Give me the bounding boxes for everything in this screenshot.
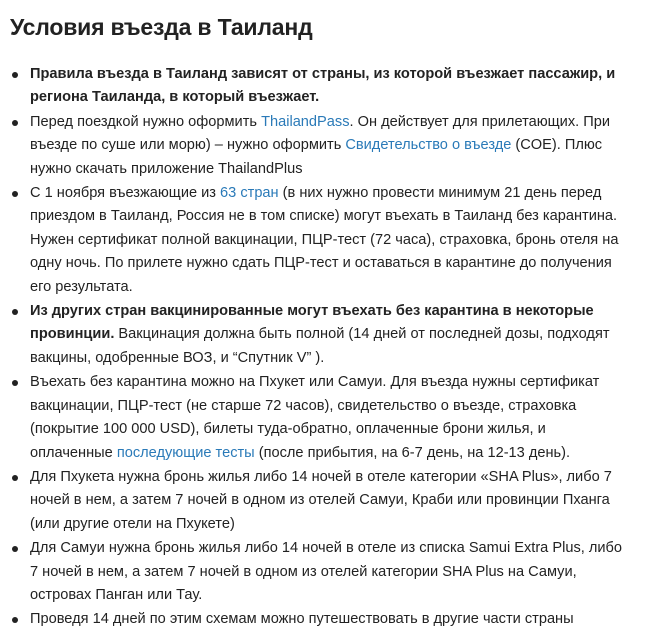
list-item: [10, 300, 631, 370]
text: Вакцинация должна быть полной (14 дней от последней дозы, подходят вакцины, одобренные ВОЗ, и “Спутник V” ).: [30, 326, 610, 366]
list-item: [10, 63, 631, 110]
entry-rules-list: [10, 63, 631, 632]
text: . Он действует для прилетающих. При въезде по суше или морю) – нужно оформить: [30, 113, 610, 154]
text: Проведя 14 дней по этим схемам можно путешествовать в другие части страны: [30, 611, 574, 628]
list-item: [10, 466, 631, 536]
text: Для Самуи нужна бронь жилья либо 14 ночей в отеле из списка Samui Extra Plus, либо 7 ночей в нем, а затем 7 ночей в одном из отелей категории SHA Plus на Самуи, островах Панган или Тау.: [30, 540, 622, 603]
countries-link[interactable]: 63 стран: [220, 185, 279, 202]
bold-text: Правила въезда в Таиланд зависят от страны, из которой въезжает пассажир, и региона Таиланда, в который въезжает.: [30, 66, 616, 106]
thailandpass-link[interactable]: ThailandPass: [261, 113, 350, 130]
text: (в них нужно провести минимум 21 день перед приездом в Таиланд, Россия не в том списке) могут въехать в Таиланд без карантина. Нужен сертификат полной вакцинации, ПЦР-тест (72 часа), страховка, бронь отеля на одну ночь. По прилете нужно сдать ПЦР-тест и оставаться в карантине до получения его результата.: [30, 185, 619, 295]
text: С 1 ноября въезжающие из: [30, 185, 221, 202]
list-item: [10, 371, 631, 465]
text: (COE). Плюс нужно скачать приложение ThailandPlus: [30, 137, 603, 177]
coe-link[interactable]: Свидетельство о въезде: [345, 137, 512, 154]
list-item: [10, 537, 631, 607]
page-title: Условия въезда в Таиланд: [10, 14, 313, 40]
list-item: [10, 182, 631, 299]
list-item: [10, 608, 631, 631]
text: Перед поездкой нужно оформить: [30, 113, 262, 130]
tests-link[interactable]: последующие тесты: [116, 444, 255, 461]
text: (после прибытия, на 6-7 день, на 12-13 день).: [254, 444, 571, 461]
list-item: [10, 111, 631, 181]
text: Въехать без карантина можно на Пхукет или Самуи. Для въезда нужны сертификат вакцинации, ПЦР-тест (не старше 72 часов), свидетельство о въезде, страховка (покрытие 100 000 USD), билеты туда-обратно, оплаченные брони жилья, и оплаченные: [30, 374, 600, 461]
text: Для Пхукета нужна бронь жилья либо 14 ночей в отеле категории «SHA Plus», либо 7 ночей в нем, а затем 7 ночей в одном из отелей Самуи, Краби или провинции Пханга (или другие отели на Пхукете): [30, 468, 612, 532]
bold-text: Из других стран вакцинированные могут въехать без карантина в некоторые провинции.: [30, 303, 594, 343]
